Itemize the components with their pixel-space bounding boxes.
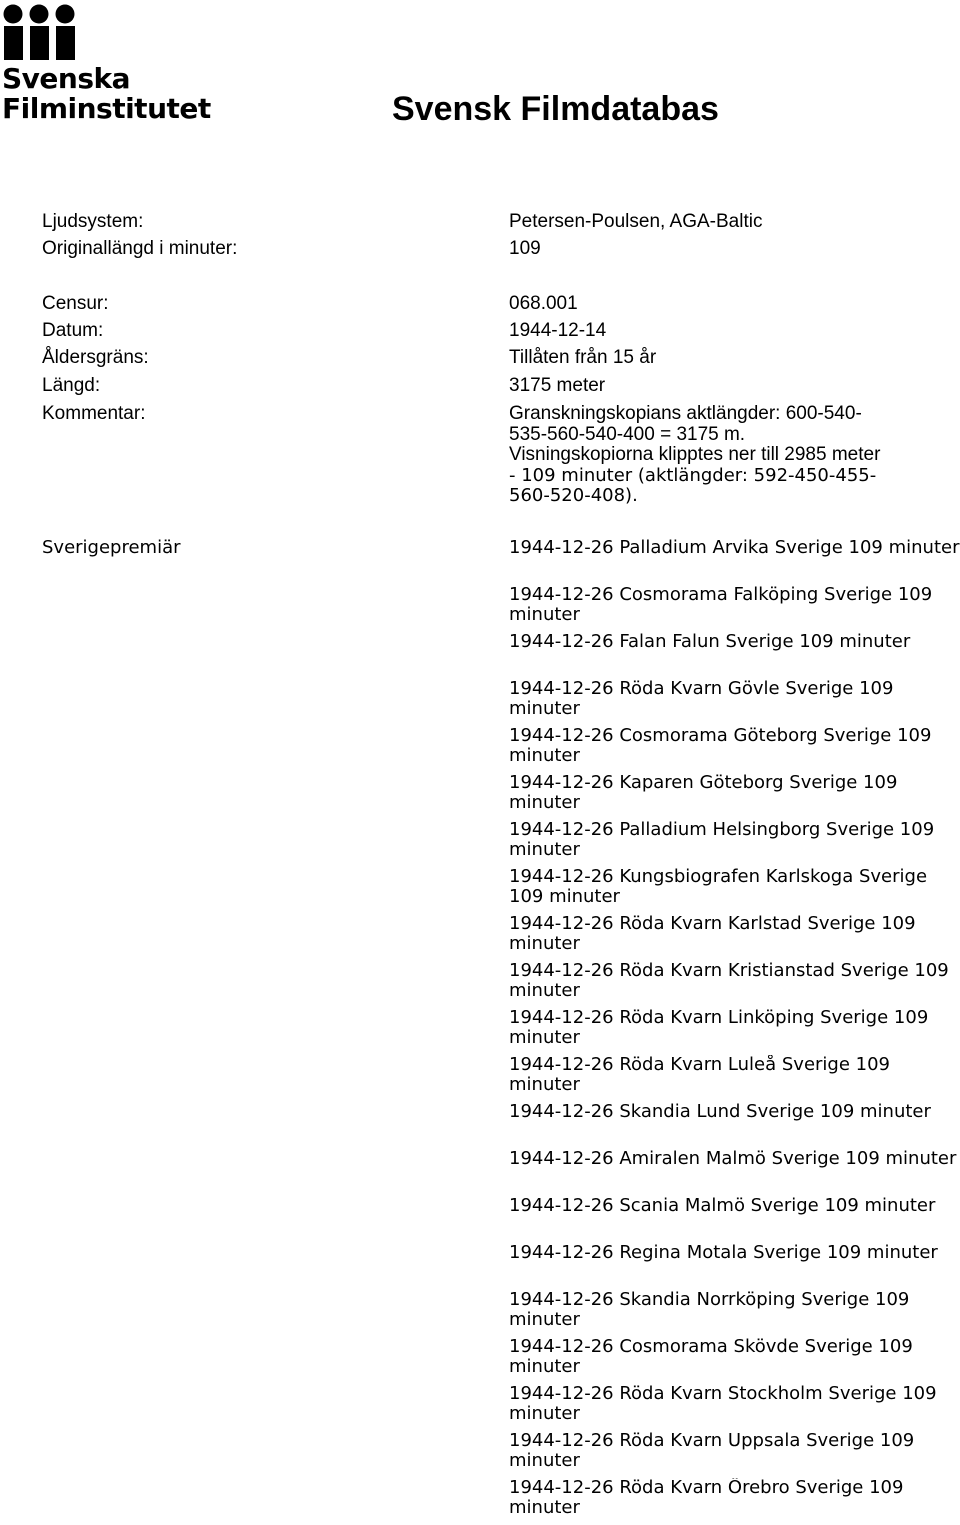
premiere-entry: 1944-12-26 Röda Kvarn Linköping Sverige 109 minuter	[509, 1008, 929, 1048]
premiere-entry: 1944-12-26 Falan Falun Sverige 109 minuter	[509, 632, 911, 652]
premiere-entry: 1944-12-26 Cosmorama Falköping Sverige 109 minuter	[509, 585, 933, 625]
premiere-entry: 1944-12-26 Palladium Arvika Sverige 109 minuter	[509, 538, 960, 558]
premiere-entry: 1944-12-26 Röda Kvarn Uppsala Sverige 109 minuter	[509, 1431, 915, 1471]
logo-line-2: Filminstitutet	[2, 92, 211, 125]
premiere-entry: 1944-12-26 Röda Kvarn Stockholm Sverige 109 minuter	[509, 1384, 937, 1424]
field-label: Censur:	[42, 293, 109, 314]
field-value: 068.001	[509, 293, 578, 314]
premiere-entry: 1944-12-26 Röda Kvarn Karlstad Sverige 109 minuter	[509, 914, 916, 954]
premiere-entry: 1944-12-26 Röda Kvarn Luleå Sverige 109 minuter	[509, 1055, 890, 1095]
field-value: 109	[509, 238, 541, 259]
field-label: Åldersgräns:	[42, 347, 149, 368]
premiere-entry: 1944-12-26 Kungsbiografen Karlskoga Sverige 109 minuter	[509, 867, 928, 907]
field-value: 1944-12-14	[509, 320, 607, 341]
logo-mark-icon	[2, 4, 82, 60]
premiere-entry: 1944-12-26 Röda Kvarn Örebro Sverige 109 minuter	[509, 1478, 904, 1518]
field-label: Datum:	[42, 320, 104, 341]
premiere-entry: 1944-12-26 Scania Malmö Sverige 109 minuter	[509, 1196, 936, 1216]
page-title: Svensk Filmdatabas	[392, 90, 719, 128]
field-label: Originallängd i minuter:	[42, 238, 238, 259]
comment-line: Granskningskopians aktlängder: 600-540-	[509, 403, 862, 424]
premiere-entry: 1944-12-26 Skandia Lund Sverige 109 minuter	[509, 1102, 931, 1122]
field-value: Tillåten från 15 år	[509, 347, 657, 368]
logo-line-1: Svenska	[2, 62, 131, 95]
comment-line: - 109 minuter (aktlängder: 592-450-455-	[509, 464, 877, 486]
premiere-entry: 1944-12-26 Cosmorama Skövde Sverige 109 minuter	[509, 1337, 913, 1377]
comment-line: 535-560-540-400 = 3175 m.	[509, 423, 746, 445]
premiere-entry: 1944-12-26 Röda Kvarn Gövle Sverige 109 minuter	[509, 679, 894, 719]
premiere-entry: 1944-12-26 Röda Kvarn Kristianstad Sverige 109 minuter	[509, 961, 949, 1001]
premiere-entry: 1944-12-26 Kaparen Göteborg Sverige 109 minuter	[509, 773, 898, 813]
comment-line: Visningskopiorna klipptes ner till 2985 meter	[509, 444, 881, 465]
field-label: Längd:	[42, 375, 101, 396]
field-label: Ljudsystem:	[42, 211, 144, 232]
premiere-entry: 1944-12-26 Palladium Helsingborg Sverige 109 minuter	[509, 820, 935, 860]
field-label: Kommentar:	[42, 403, 146, 424]
comment-line: 560-520-408).	[509, 485, 638, 506]
field-value: Petersen-Poulsen, AGA-Baltic	[509, 211, 763, 232]
premiere-entry: 1944-12-26 Amiralen Malmö Sverige 109 minuter	[509, 1149, 957, 1169]
premiere-entry: 1944-12-26 Cosmorama Göteborg Sverige 109 minuter	[509, 726, 932, 766]
premiere-entry: 1944-12-26 Regina Motala Sverige 109 minuter	[509, 1243, 938, 1263]
premiere-list	[509, 538, 960, 1525]
kommentar-value	[509, 404, 949, 507]
premiere-entry: 1944-12-26 Skandia Norrköping Sverige 109 minuter	[509, 1290, 910, 1330]
logo-wordmark	[2, 64, 211, 124]
premiere-label: Sverigepremiär	[42, 537, 181, 558]
field-value: 3175 meter	[509, 375, 606, 396]
